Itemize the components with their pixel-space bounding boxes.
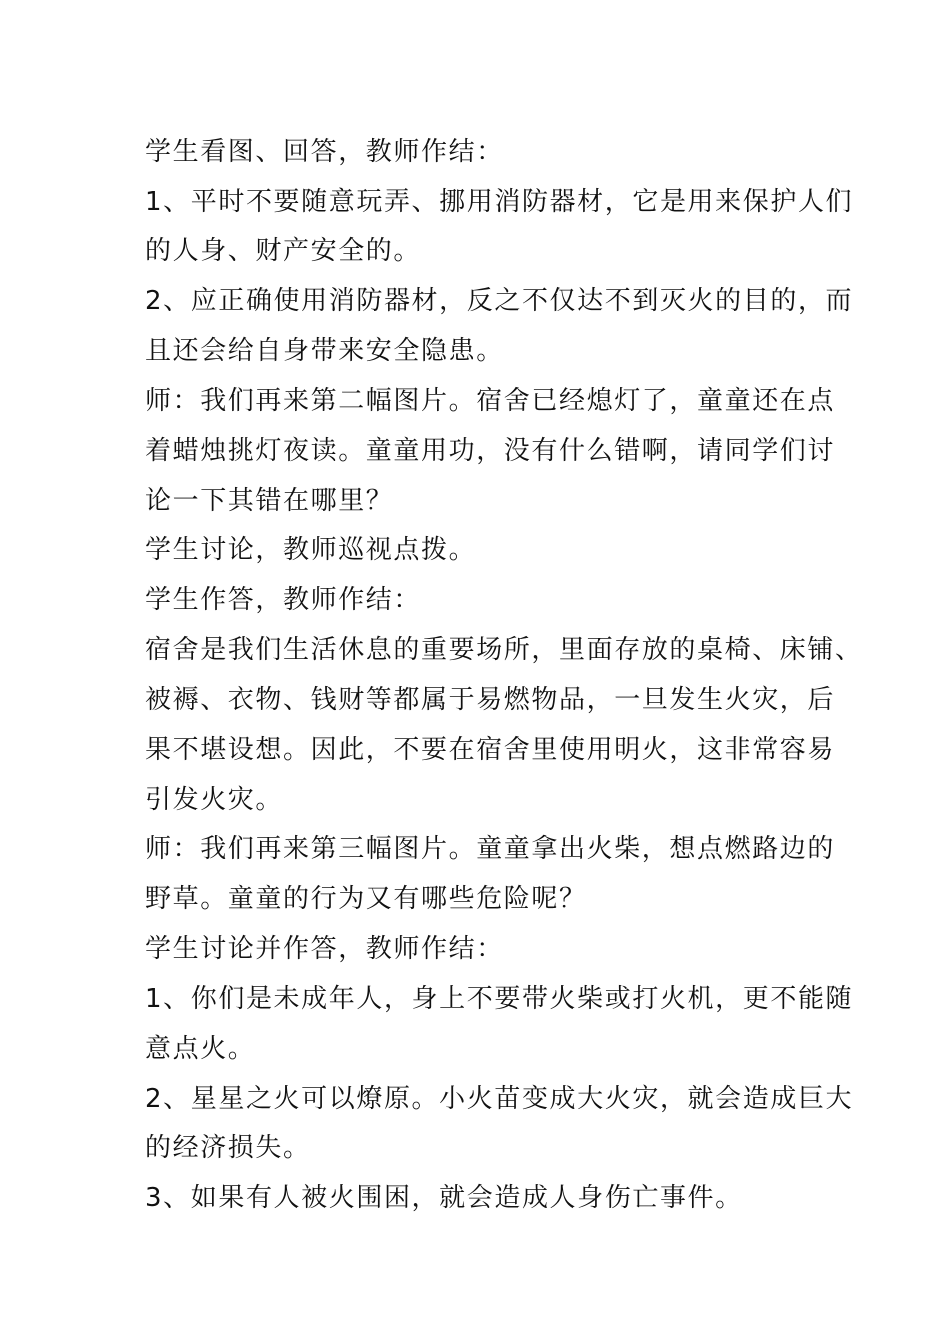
- text-line: 3、如果有人被火围困，就会造成人身伤亡事件。: [145, 1183, 743, 1213]
- text-line: 学生作答，教师作结：: [145, 585, 422, 615]
- text-line: 2、应正确使用消防器材，反之不仅达不到灭火的目的，而: [145, 286, 854, 316]
- text-line: 被褥、衣物、钱财等都属于易燃物品，一旦发生火灾，后: [145, 685, 836, 715]
- text-line: 学生讨论并作答，教师作结：: [145, 934, 504, 964]
- text-line: 野草。童童的行为又有哪些危险呢？: [145, 884, 587, 914]
- text-line: 的经济损失。: [145, 1133, 311, 1163]
- text-line: 着蜡烛挑灯夜读。童童用功，没有什么错啊，请同学们讨: [145, 436, 836, 466]
- text-line: 1、平时不要随意玩弄、挪用消防器材，它是用来保护人们: [145, 187, 854, 217]
- text-line: 1、你们是未成年人，身上不要带火柴或打火机，更不能随: [145, 984, 854, 1014]
- text-line: 果不堪设想。因此，不要在宿舍里使用明火，这非常容易: [145, 735, 836, 765]
- text-line: 且还会给自身带来安全隐患。: [145, 336, 504, 366]
- text-line: 2、星星之火可以燎原。小火苗变成大火灾，就会造成巨大: [145, 1084, 854, 1114]
- text-line: 师：我们再来第二幅图片。宿舍已经熄灯了，童童还在点: [145, 386, 836, 416]
- text-line: 学生看图、回答，教师作结：: [145, 137, 504, 167]
- text-line: 论一下其错在哪里？: [145, 486, 394, 516]
- text-line: 引发火灾。: [145, 785, 284, 815]
- text-line: 师：我们再来第三幅图片。童童拿出火柴，想点燃路边的: [145, 834, 836, 864]
- text-line: 意点火。: [145, 1034, 256, 1064]
- text-line: 的人身、财产安全的。: [145, 236, 422, 266]
- text-line: 学生讨论，教师巡视点拨。: [145, 535, 477, 565]
- text-line: 宿舍是我们生活休息的重要场所，里面存放的桌椅、床铺、: [145, 635, 863, 665]
